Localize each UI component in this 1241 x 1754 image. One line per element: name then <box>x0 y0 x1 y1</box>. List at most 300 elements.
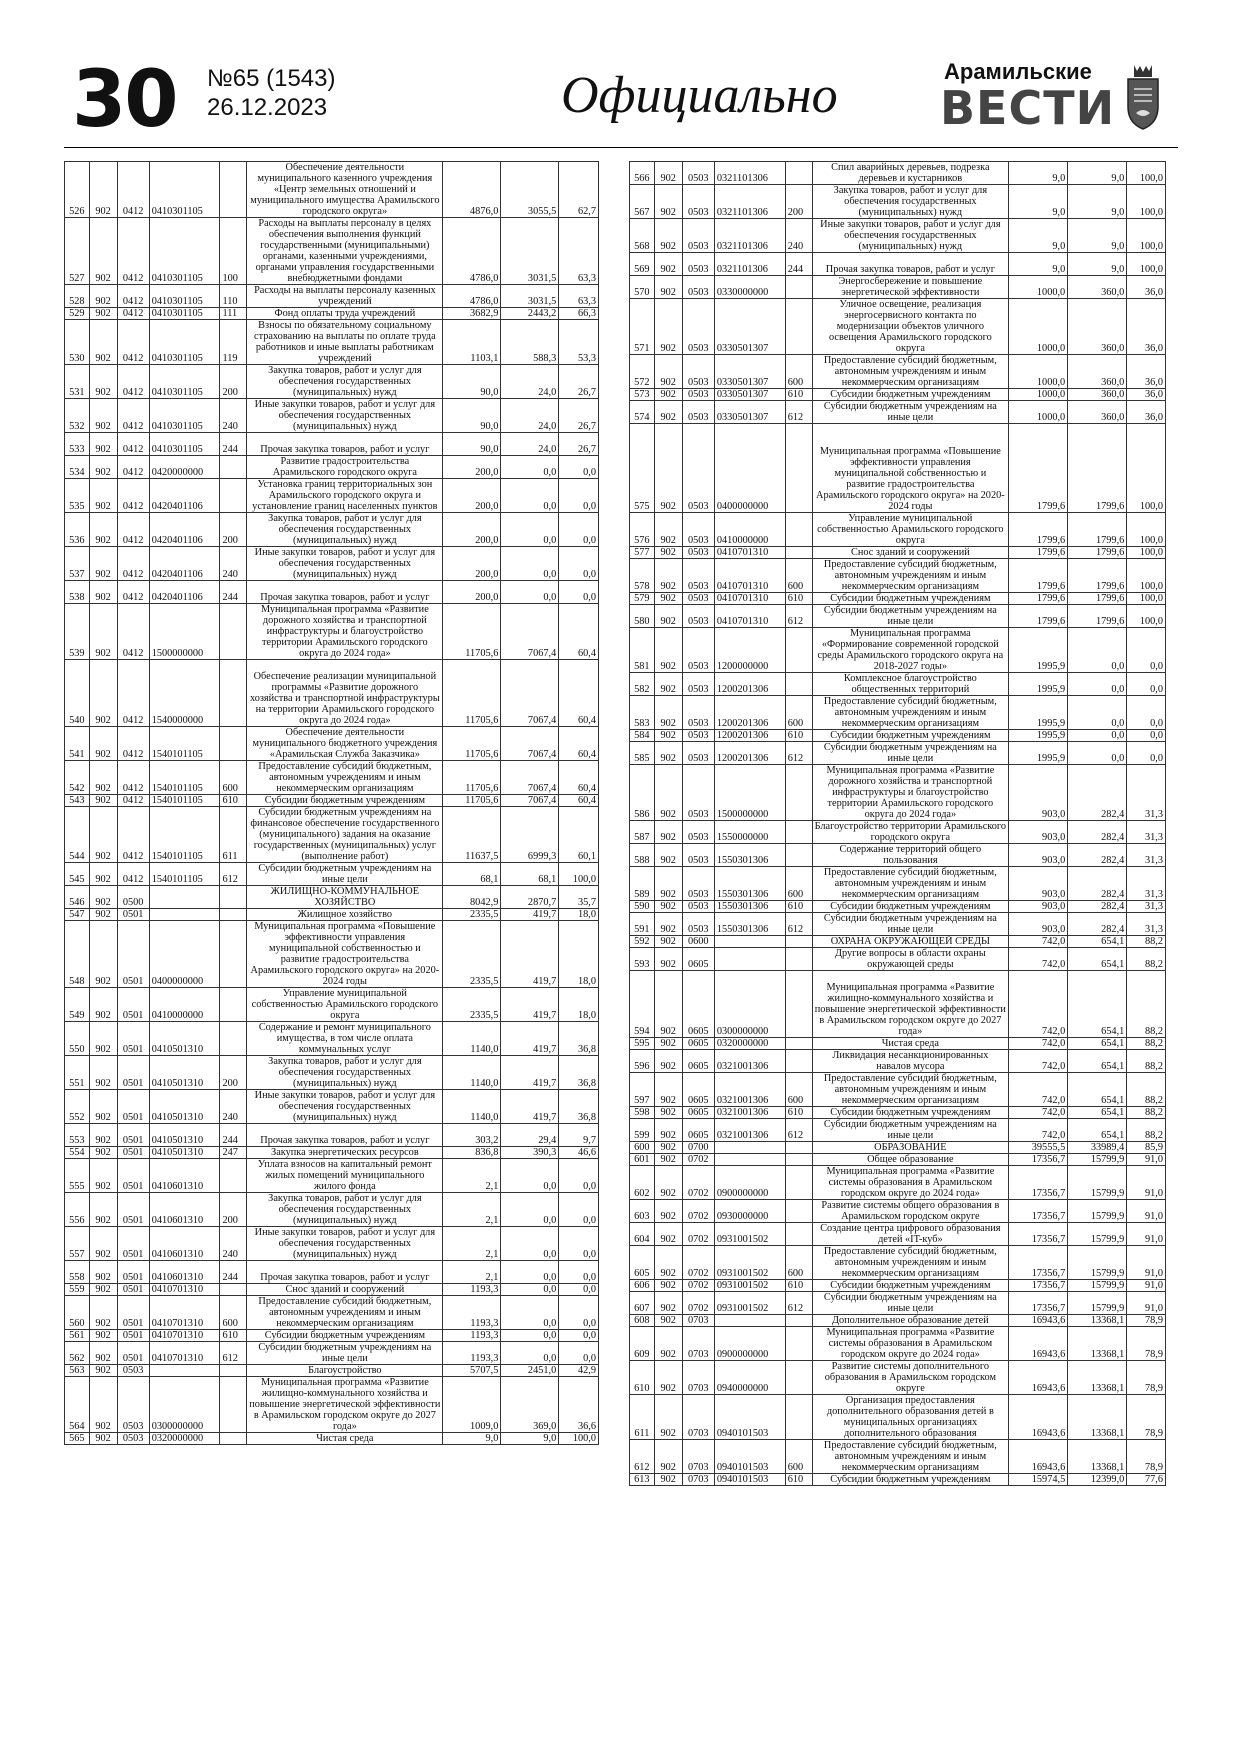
target-article-code: 0410701310 <box>149 1330 220 1342</box>
executed-amount: 2443,2 <box>501 308 559 320</box>
target-article-code: 0410301105 <box>149 162 220 218</box>
expense-type-code <box>220 1159 247 1193</box>
executed-amount: 419,7 <box>501 921 559 988</box>
target-article-code: 0321101306 <box>714 219 785 253</box>
planned-amount: 200,0 <box>443 479 501 513</box>
section-code: 0412 <box>117 365 149 399</box>
planned-amount: 742,0 <box>1009 1050 1068 1073</box>
item-description: Развитие системы дополнительного образования в Арамильском городском округе <box>812 1361 1009 1395</box>
row-number: 611 <box>630 1395 655 1440</box>
expense-type-code <box>220 1284 247 1296</box>
item-description: Предоставление субсидий бюджетным, автономным учреждениям и иным некоммерческим организациям <box>812 355 1009 389</box>
row-number: 561 <box>65 1330 90 1342</box>
executed-amount: 33989,4 <box>1068 1142 1127 1154</box>
item-description: Общее образование <box>812 1154 1009 1166</box>
expense-type-code: 612 <box>785 1119 812 1142</box>
planned-amount: 1193,3 <box>443 1296 501 1330</box>
expense-type-code <box>220 886 247 909</box>
admin-code: 902 <box>654 765 682 821</box>
planned-amount: 9,0 <box>1009 253 1068 276</box>
row-number: 574 <box>630 401 655 424</box>
expense-type-code <box>785 1361 812 1395</box>
target-article-code: 0410301105 <box>149 365 220 399</box>
planned-amount: 1000,0 <box>1009 299 1068 355</box>
row-number: 526 <box>65 162 90 218</box>
item-description: Комплексное благоустройство общественных территорий <box>812 673 1009 696</box>
target-article-code: 1550000000 <box>714 821 785 844</box>
coat-of-arms-icon <box>1124 63 1162 131</box>
section-code: 0702 <box>682 1280 714 1292</box>
admin-code: 902 <box>89 1124 117 1147</box>
table-row <box>65 308 599 320</box>
target-article-code <box>714 936 785 948</box>
executed-amount: 369,0 <box>501 1377 559 1433</box>
planned-amount: 90,0 <box>443 433 501 456</box>
execution-percent: 9,7 <box>559 1124 599 1147</box>
expense-type-code: 244 <box>220 1261 247 1284</box>
execution-percent: 91,0 <box>1127 1154 1166 1166</box>
section-code: 0501 <box>117 1022 149 1056</box>
target-article-code: 0410000000 <box>714 513 785 547</box>
target-article-code: 0330501307 <box>714 299 785 355</box>
item-description: Прочая закупка товаров, работ и услуг <box>247 433 443 456</box>
row-number: 546 <box>65 886 90 909</box>
execution-percent: 63,3 <box>559 218 599 285</box>
admin-code: 902 <box>654 1246 682 1280</box>
expense-type-code <box>220 162 247 218</box>
item-description: Содержание территорий общего пользования <box>812 844 1009 867</box>
planned-amount: 1000,0 <box>1009 276 1068 299</box>
executed-amount: 0,0 <box>501 1159 559 1193</box>
executed-amount: 13368,1 <box>1068 1315 1127 1327</box>
executed-amount: 0,0 <box>501 456 559 479</box>
execution-percent: 100,0 <box>1127 605 1166 628</box>
row-number: 581 <box>630 628 655 673</box>
admin-code: 902 <box>654 253 682 276</box>
execution-percent: 36,0 <box>1127 355 1166 389</box>
execution-percent: 18,0 <box>559 921 599 988</box>
section-code: 0412 <box>117 433 149 456</box>
execution-percent: 0,0 <box>559 1284 599 1296</box>
row-number: 554 <box>65 1147 90 1159</box>
section-code: 0605 <box>682 1050 714 1073</box>
table-row <box>630 742 1166 765</box>
item-description: Муниципальная программа «Повышение эффективности управления муниципальной собственностью и развитие градостроительства Арамильского городского округа» на 2020-2024 годы <box>812 424 1009 513</box>
item-description: Субсидии бюджетным учреждениям <box>812 1107 1009 1119</box>
item-description: Снос зданий и сооружений <box>812 547 1009 559</box>
target-article-code <box>714 1142 785 1154</box>
admin-code: 902 <box>89 162 117 218</box>
target-article-code: 1540101105 <box>149 795 220 807</box>
admin-code: 902 <box>654 867 682 901</box>
planned-amount: 15974,5 <box>1009 1474 1068 1486</box>
target-article-code: 0321001306 <box>714 1050 785 1073</box>
row-number: 601 <box>630 1154 655 1166</box>
section-code: 0412 <box>117 581 149 604</box>
row-number: 604 <box>630 1223 655 1246</box>
execution-percent: 31,3 <box>1127 844 1166 867</box>
executed-amount: 0,0 <box>501 547 559 581</box>
section-code: 0412 <box>117 162 149 218</box>
item-description: Дополнительное образование детей <box>812 1315 1009 1327</box>
executed-amount: 68,1 <box>501 863 559 886</box>
executed-amount: 419,7 <box>501 909 559 921</box>
execution-percent: 100,0 <box>1127 559 1166 593</box>
execution-percent: 78,9 <box>1127 1395 1166 1440</box>
target-article-code: 1500000000 <box>149 604 220 660</box>
section-code: 0503 <box>682 401 714 424</box>
execution-percent: 0,0 <box>1127 742 1166 765</box>
row-number: 578 <box>630 559 655 593</box>
execution-percent: 88,2 <box>1127 1038 1166 1050</box>
planned-amount: 39555,5 <box>1009 1142 1068 1154</box>
item-description: Субсидии бюджетным учреждениям <box>812 901 1009 913</box>
target-article-code: 0410301105 <box>149 285 220 308</box>
execution-percent: 0,0 <box>559 547 599 581</box>
admin-code: 902 <box>89 308 117 320</box>
target-article-code: 0420401106 <box>149 581 220 604</box>
table-row <box>65 513 599 547</box>
table-row <box>630 936 1166 948</box>
executed-amount: 15799,9 <box>1068 1166 1127 1200</box>
admin-code: 902 <box>89 1296 117 1330</box>
planned-amount: 200,0 <box>443 547 501 581</box>
section-code: 0605 <box>682 971 714 1038</box>
item-description: Обеспечение деятельности муниципального казенного учреждения «Центр земельных отношений и муниципального имущества Арамильского городского округа» <box>247 162 443 218</box>
item-description: Иные закупки товаров, работ и услуг для обеспечения государственных (муниципальных) нужд <box>247 399 443 433</box>
admin-code: 902 <box>89 547 117 581</box>
target-article-code: 0410301105 <box>149 320 220 365</box>
admin-code: 902 <box>654 1474 682 1486</box>
item-description: Субсидии бюджетным учреждениям на иные цели <box>812 605 1009 628</box>
expense-type-code <box>785 765 812 821</box>
planned-amount: 903,0 <box>1009 821 1068 844</box>
expense-type-code <box>785 1166 812 1200</box>
row-number: 551 <box>65 1056 90 1090</box>
item-description: Развитие системы общего образования в Арамильском городском округе <box>812 1200 1009 1223</box>
executed-amount: 360,0 <box>1068 299 1127 355</box>
expense-type-code <box>220 1433 247 1445</box>
row-number: 586 <box>630 765 655 821</box>
row-number: 537 <box>65 547 90 581</box>
item-description: Снос зданий и сооружений <box>247 1284 443 1296</box>
item-description: Субсидии бюджетным учреждениям на иные цели <box>812 1292 1009 1315</box>
admin-code: 902 <box>654 1050 682 1073</box>
item-description: Взносы по обязательному социальному страхованию на выплаты по оплате труда работников и иные выплаты работникам учреждений <box>247 320 443 365</box>
section-code: 0500 <box>117 886 149 909</box>
target-article-code: 0410701310 <box>149 1284 220 1296</box>
admin-code: 902 <box>654 1280 682 1292</box>
table-row <box>630 1107 1166 1119</box>
admin-code: 902 <box>654 219 682 253</box>
section-code: 0703 <box>682 1474 714 1486</box>
expense-type-code: 610 <box>220 1330 247 1342</box>
item-description: Субсидии бюджетным учреждениям на иные цели <box>812 913 1009 936</box>
target-article-code <box>714 948 785 971</box>
executed-amount: 282,4 <box>1068 867 1127 901</box>
planned-amount: 9,0 <box>1009 185 1068 219</box>
row-number: 560 <box>65 1296 90 1330</box>
execution-percent: 0,0 <box>559 1159 599 1193</box>
target-article-code: 0940000000 <box>714 1361 785 1395</box>
expense-type-code <box>220 604 247 660</box>
admin-code: 902 <box>654 1440 682 1474</box>
target-article-code: 0420401106 <box>149 513 220 547</box>
row-number: 568 <box>630 219 655 253</box>
section-code: 0503 <box>682 844 714 867</box>
planned-amount: 1000,0 <box>1009 401 1068 424</box>
expense-type-code: 244 <box>785 253 812 276</box>
table-row <box>65 1147 599 1159</box>
execution-percent: 36,0 <box>1127 299 1166 355</box>
admin-code: 902 <box>654 1292 682 1315</box>
admin-code: 902 <box>89 218 117 285</box>
executed-amount: 15799,9 <box>1068 1223 1127 1246</box>
row-number: 579 <box>630 593 655 605</box>
section-code: 0503 <box>682 742 714 765</box>
item-description: Уличное освещение, реализация энергосервисного контакта по модернизации объектов уличного освещения Арамильского городского округа <box>812 299 1009 355</box>
table-row <box>65 285 599 308</box>
expense-type-code: 610 <box>785 389 812 401</box>
item-description: Субсидии бюджетным учреждениям <box>247 795 443 807</box>
row-number: 573 <box>630 389 655 401</box>
table-row <box>630 867 1166 901</box>
admin-code: 902 <box>654 1119 682 1142</box>
table-row <box>630 696 1166 730</box>
target-article-code: 0321001306 <box>714 1073 785 1107</box>
expense-type-code: 612 <box>785 742 812 765</box>
planned-amount: 11705,6 <box>443 761 501 795</box>
executed-amount: 0,0 <box>501 581 559 604</box>
target-article-code: 0400000000 <box>149 921 220 988</box>
section-code: 0600 <box>682 936 714 948</box>
table-row <box>65 456 599 479</box>
planned-amount: 1995,9 <box>1009 628 1068 673</box>
execution-percent: 0,0 <box>1127 730 1166 742</box>
admin-code: 902 <box>89 399 117 433</box>
executed-amount: 2870,7 <box>501 886 559 909</box>
item-description: Энергосбережение и повышение энергетической эффективности <box>812 276 1009 299</box>
item-description: Муниципальная программа «Развитие дорожного хозяйства и транспортной инфраструктуры и благоустройство территории Арамильского городского округа до 2024 года» <box>247 604 443 660</box>
item-description: Закупка товаров, работ и услуг для обеспечения государственных (муниципальных) нужд <box>247 1056 443 1090</box>
section-code: 0501 <box>117 1124 149 1147</box>
executed-amount: 360,0 <box>1068 355 1127 389</box>
target-article-code: 1200201306 <box>714 742 785 765</box>
executed-amount: 654,1 <box>1068 1073 1127 1107</box>
expense-type-code <box>785 1050 812 1073</box>
admin-code: 902 <box>89 1056 117 1090</box>
execution-percent: 100,0 <box>1127 424 1166 513</box>
item-description: Муниципальная программа «Развитие жилищно-коммунального хозяйства и повышение энергетической эффективности в Арамильском городском округе до 2027 года» <box>812 971 1009 1038</box>
execution-percent: 100,0 <box>1127 185 1166 219</box>
target-article-code: 0900000000 <box>714 1166 785 1200</box>
target-article-code: 0410301105 <box>149 399 220 433</box>
admin-code: 902 <box>89 761 117 795</box>
item-description: Благоустройство территории Арамильского городского округа <box>812 821 1009 844</box>
item-description: Другие вопросы в области охраны окружающей среды <box>812 948 1009 971</box>
table-row <box>630 401 1166 424</box>
execution-percent: 100,0 <box>1127 219 1166 253</box>
executed-amount: 360,0 <box>1068 401 1127 424</box>
target-article-code: 0420000000 <box>149 456 220 479</box>
expense-type-code <box>220 660 247 727</box>
row-number: 598 <box>630 1107 655 1119</box>
target-article-code: 0931001502 <box>714 1223 785 1246</box>
admin-code: 902 <box>89 581 117 604</box>
expense-type-code: 244 <box>220 1124 247 1147</box>
target-article-code: 1500000000 <box>714 765 785 821</box>
executed-amount: 654,1 <box>1068 1119 1127 1142</box>
planned-amount: 1140,0 <box>443 1090 501 1124</box>
executed-amount: 654,1 <box>1068 1038 1127 1050</box>
section-code: 0412 <box>117 727 149 761</box>
item-description: Муниципальная программа «Формирование современной городской среды Арамильского городского округа на 2018-2027 годы» <box>812 628 1009 673</box>
row-number: 562 <box>65 1342 90 1365</box>
table-row <box>65 727 599 761</box>
section-code: 0503 <box>682 219 714 253</box>
executed-amount: 654,1 <box>1068 971 1127 1038</box>
section-code: 0703 <box>682 1327 714 1361</box>
section-code: 0501 <box>117 1296 149 1330</box>
section-code: 0605 <box>682 1073 714 1107</box>
section-code: 0503 <box>682 901 714 913</box>
item-description: Иные закупки товаров, работ и услуг для обеспечения государственных (муниципальных) нужд <box>247 1090 443 1124</box>
expense-type-code <box>785 1038 812 1050</box>
executed-amount: 3031,5 <box>501 285 559 308</box>
section-code: 0703 <box>682 1315 714 1327</box>
expense-type-code: 200 <box>220 1056 247 1090</box>
expense-type-code: 610 <box>785 593 812 605</box>
target-article-code: 1550301306 <box>714 913 785 936</box>
table-row <box>630 1474 1166 1486</box>
row-number: 569 <box>630 253 655 276</box>
section-code: 0412 <box>117 761 149 795</box>
table-row <box>630 1223 1166 1246</box>
admin-code: 902 <box>654 1142 682 1154</box>
admin-code: 902 <box>89 886 117 909</box>
admin-code: 902 <box>654 1223 682 1246</box>
planned-amount: 5707,5 <box>443 1365 501 1377</box>
target-article-code: 0410701310 <box>714 593 785 605</box>
admin-code: 902 <box>654 1200 682 1223</box>
execution-percent: 100,0 <box>1127 253 1166 276</box>
executed-amount: 654,1 <box>1068 948 1127 971</box>
item-description: ЖИЛИЩНО-КОММУНАЛЬНОЕ ХОЗЯЙСТВО <box>247 886 443 909</box>
target-article-code: 0320000000 <box>714 1038 785 1050</box>
executed-amount: 1799,6 <box>1068 513 1127 547</box>
executed-amount: 0,0 <box>501 1193 559 1227</box>
row-number: 532 <box>65 399 90 433</box>
expense-type-code: 244 <box>220 581 247 604</box>
executed-amount: 7067,4 <box>501 660 559 727</box>
row-number: 572 <box>630 355 655 389</box>
executed-amount: 13368,1 <box>1068 1361 1127 1395</box>
execution-percent: 88,2 <box>1127 936 1166 948</box>
expense-type-code: 611 <box>220 807 247 863</box>
planned-amount: 2,1 <box>443 1159 501 1193</box>
row-number: 583 <box>630 696 655 730</box>
table-row <box>65 1330 599 1342</box>
planned-amount: 4786,0 <box>443 285 501 308</box>
planned-amount: 742,0 <box>1009 936 1068 948</box>
section-code: 0412 <box>117 285 149 308</box>
section-code: 0702 <box>682 1246 714 1280</box>
planned-amount: 903,0 <box>1009 844 1068 867</box>
execution-percent: 36,6 <box>559 1377 599 1433</box>
item-description: Организация предоставления дополнительного образования детей в муниципальных организациях дополнительного образования <box>812 1395 1009 1440</box>
row-number: 563 <box>65 1365 90 1377</box>
admin-code: 902 <box>89 1377 117 1433</box>
executed-amount: 1799,6 <box>1068 593 1127 605</box>
table-row <box>65 886 599 909</box>
row-number: 577 <box>630 547 655 559</box>
item-description: Обеспечение деятельности муниципального бюджетного учреждения «Арамильская Служба Заказчика» <box>247 727 443 761</box>
planned-amount: 200,0 <box>443 513 501 547</box>
target-article-code <box>714 1315 785 1327</box>
admin-code: 902 <box>654 913 682 936</box>
expense-type-code <box>785 1395 812 1440</box>
table-row <box>630 355 1166 389</box>
executed-amount: 9,0 <box>1068 185 1127 219</box>
row-number: 538 <box>65 581 90 604</box>
section-code: 0503 <box>682 185 714 219</box>
table-row <box>630 1050 1166 1073</box>
item-description: Расходы на выплаты персоналу в целях обеспечения выполнения функций государственными (муниципальными) органами, казенными учреждениями, органами управления государственными внебюджетными фондами <box>247 218 443 285</box>
item-description: Содержание и ремонт муниципального имущества, в том числе оплата коммунальных услуг <box>247 1022 443 1056</box>
execution-percent: 88,2 <box>1127 971 1166 1038</box>
admin-code: 902 <box>89 320 117 365</box>
table-row <box>65 1124 599 1147</box>
target-article-code: 0321001306 <box>714 1107 785 1119</box>
planned-amount: 742,0 <box>1009 948 1068 971</box>
planned-amount: 1140,0 <box>443 1056 501 1090</box>
admin-code: 902 <box>89 365 117 399</box>
executed-amount: 0,0 <box>501 1227 559 1261</box>
executed-amount: 282,4 <box>1068 901 1127 913</box>
table-row <box>65 581 599 604</box>
expense-type-code: 100 <box>220 218 247 285</box>
planned-amount: 1000,0 <box>1009 355 1068 389</box>
planned-amount: 742,0 <box>1009 1107 1068 1119</box>
page-number: 30 <box>72 55 177 145</box>
section-code: 0503 <box>682 673 714 696</box>
expense-type-code <box>785 948 812 971</box>
executed-amount: 2451,0 <box>501 1365 559 1377</box>
row-number: 608 <box>630 1315 655 1327</box>
executed-amount: 0,0 <box>1068 673 1127 696</box>
table-row <box>65 399 599 433</box>
execution-percent: 31,3 <box>1127 867 1166 901</box>
execution-percent: 0,0 <box>559 513 599 547</box>
execution-percent: 35,7 <box>559 886 599 909</box>
executed-amount: 588,3 <box>501 320 559 365</box>
section-code: 0501 <box>117 1193 149 1227</box>
expense-type-code: 244 <box>220 433 247 456</box>
expense-type-code <box>220 1377 247 1433</box>
table-row <box>630 1440 1166 1474</box>
target-article-code: 0410501310 <box>149 1056 220 1090</box>
row-number: 613 <box>630 1474 655 1486</box>
expense-type-code: 600 <box>785 559 812 593</box>
target-article-code: 1550301306 <box>714 867 785 901</box>
planned-amount: 17356,7 <box>1009 1246 1068 1280</box>
execution-percent: 100,0 <box>1127 593 1166 605</box>
admin-code: 902 <box>89 479 117 513</box>
admin-code: 902 <box>654 424 682 513</box>
target-article-code: 0410501310 <box>149 1124 220 1147</box>
expense-type-code: 200 <box>220 513 247 547</box>
executed-amount: 419,7 <box>501 1022 559 1056</box>
